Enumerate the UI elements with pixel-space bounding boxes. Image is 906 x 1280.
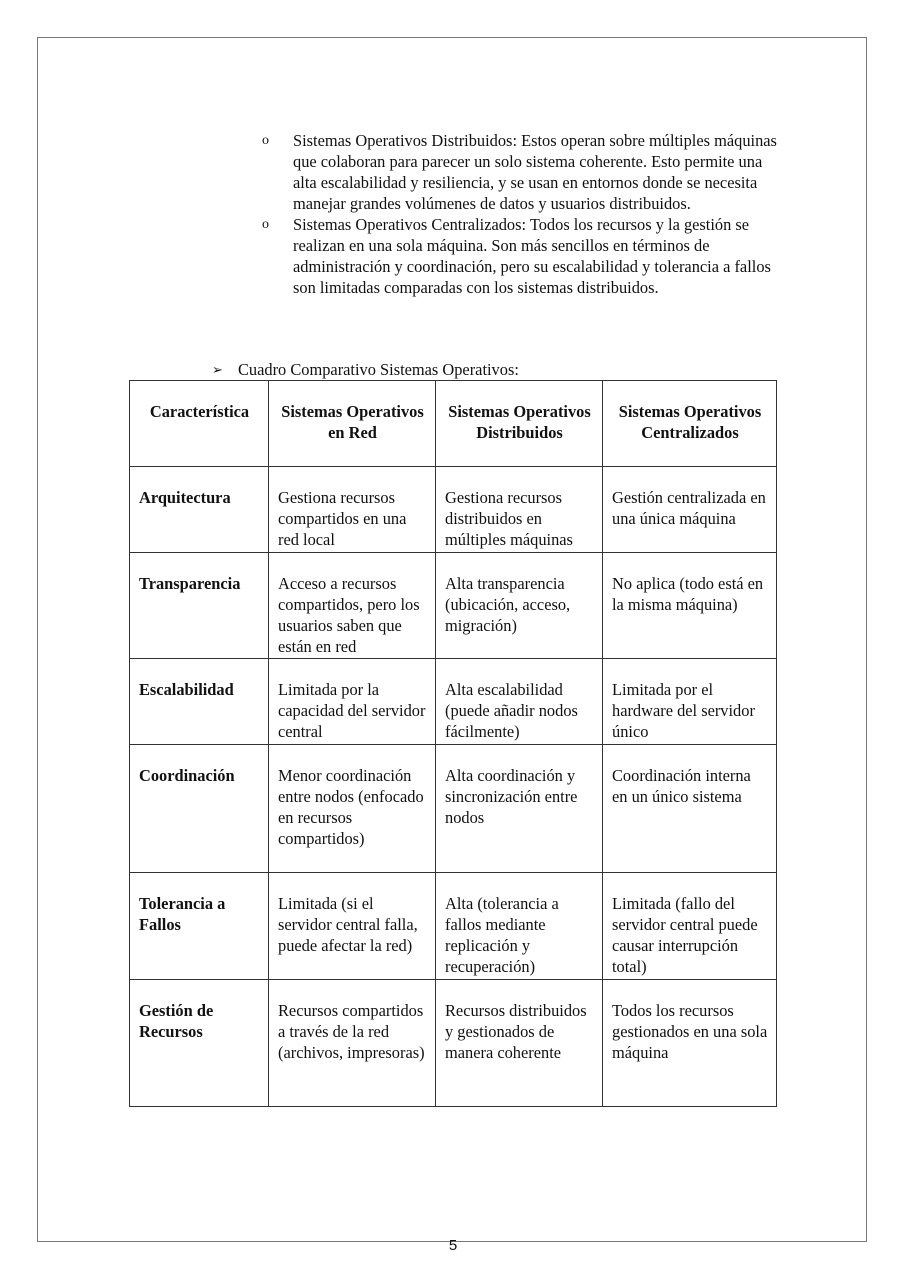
feature-cell: Tolerancia a Fallos	[130, 873, 269, 980]
header-cell: Sistemas Operativos en Red	[269, 381, 436, 467]
bullet-item	[262, 130, 782, 214]
table-row	[130, 467, 777, 553]
table-header-row	[130, 381, 777, 467]
table-cell: Gestión centralizada en una única máquina	[603, 467, 777, 553]
table-cell: Limitada (fallo del servidor central puede causar interrupción total)	[603, 873, 777, 980]
table-row	[130, 873, 777, 980]
feature-cell: Coordinación	[130, 745, 269, 873]
table-cell: Alta (tolerancia a fallos mediante replicación y recuperación)	[436, 873, 603, 980]
table-cell: Limitada por el hardware del servidor único	[603, 659, 777, 745]
table-cell: Limitada (si el servidor central falla, puede afectar la red)	[269, 873, 436, 980]
bullet-marker: o	[262, 133, 269, 148]
table-cell: Alta transparencia (ubicación, acceso, migración)	[436, 553, 603, 659]
table-cell: Recursos distribuidos y gestionados de manera coherente	[436, 980, 603, 1107]
bullet-list	[262, 130, 782, 298]
table-row	[130, 745, 777, 873]
feature-cell: Arquitectura	[130, 467, 269, 553]
header-cell: Sistemas Operativos Distribuidos	[436, 381, 603, 467]
table-row	[130, 980, 777, 1107]
bullet-text-distribuidos: Sistemas Operativos Distribuidos: Estos operan sobre múltiples máquinas que colaboran para parecer un solo sistema coherente. Esto permite una alta escalabilidad y resiliencia, y se usan en entornos donde se necesita manejar grandes volúmenes de datos y usuarios distribuidos.	[293, 131, 777, 213]
feature-cell: Escalabilidad	[130, 659, 269, 745]
table-cell: Todos los recursos gestionados en una sola máquina	[603, 980, 777, 1107]
table-caption-text: Cuadro Comparativo Sistemas Operativos:	[238, 360, 519, 379]
bullet-marker: o	[262, 217, 269, 232]
arrow-bullet-icon: ➢	[212, 362, 223, 377]
header-cell: Característica	[130, 381, 269, 467]
table-cell: Menor coordinación entre nodos (enfocado en recursos compartidos)	[269, 745, 436, 873]
table-cell: Gestiona recursos distribuidos en múltiples máquinas	[436, 467, 603, 553]
feature-cell: Gestión de Recursos	[130, 980, 269, 1107]
comparison-table	[129, 380, 777, 1107]
page-number: 5	[448, 1237, 458, 1254]
table-cell: Gestiona recursos compartidos en una red local	[269, 467, 436, 553]
table-cell: Acceso a recursos compartidos, pero los usuarios saben que están en red	[269, 553, 436, 659]
table-cell: No aplica (todo está en la misma máquina)	[603, 553, 777, 659]
table-cell: Recursos compartidos a través de la red (archivos, impresoras)	[269, 980, 436, 1107]
feature-cell: Transparencia	[130, 553, 269, 659]
header-cell: Sistemas Operativos Centralizados	[603, 381, 777, 467]
table-cell: Limitada por la capacidad del servidor central	[269, 659, 436, 745]
table-row	[130, 553, 777, 659]
table-row	[130, 659, 777, 745]
table-cell: Alta escalabilidad (puede añadir nodos fácilmente)	[436, 659, 603, 745]
bullet-text-centralizados: Sistemas Operativos Centralizados: Todos los recursos y la gestión se realizan en una sola máquina. Son más sencillos en términos de administración y coordinación, pero su escalabilidad y tolerancia a fallos son limitadas comparadas con los sistemas distribuidos.	[293, 215, 771, 297]
table-cell: Alta coordinación y sincronización entre nodos	[436, 745, 603, 873]
bullet-item	[262, 214, 782, 298]
table-cell: Coordinación interna en un único sistema	[603, 745, 777, 873]
table-caption	[212, 359, 519, 380]
